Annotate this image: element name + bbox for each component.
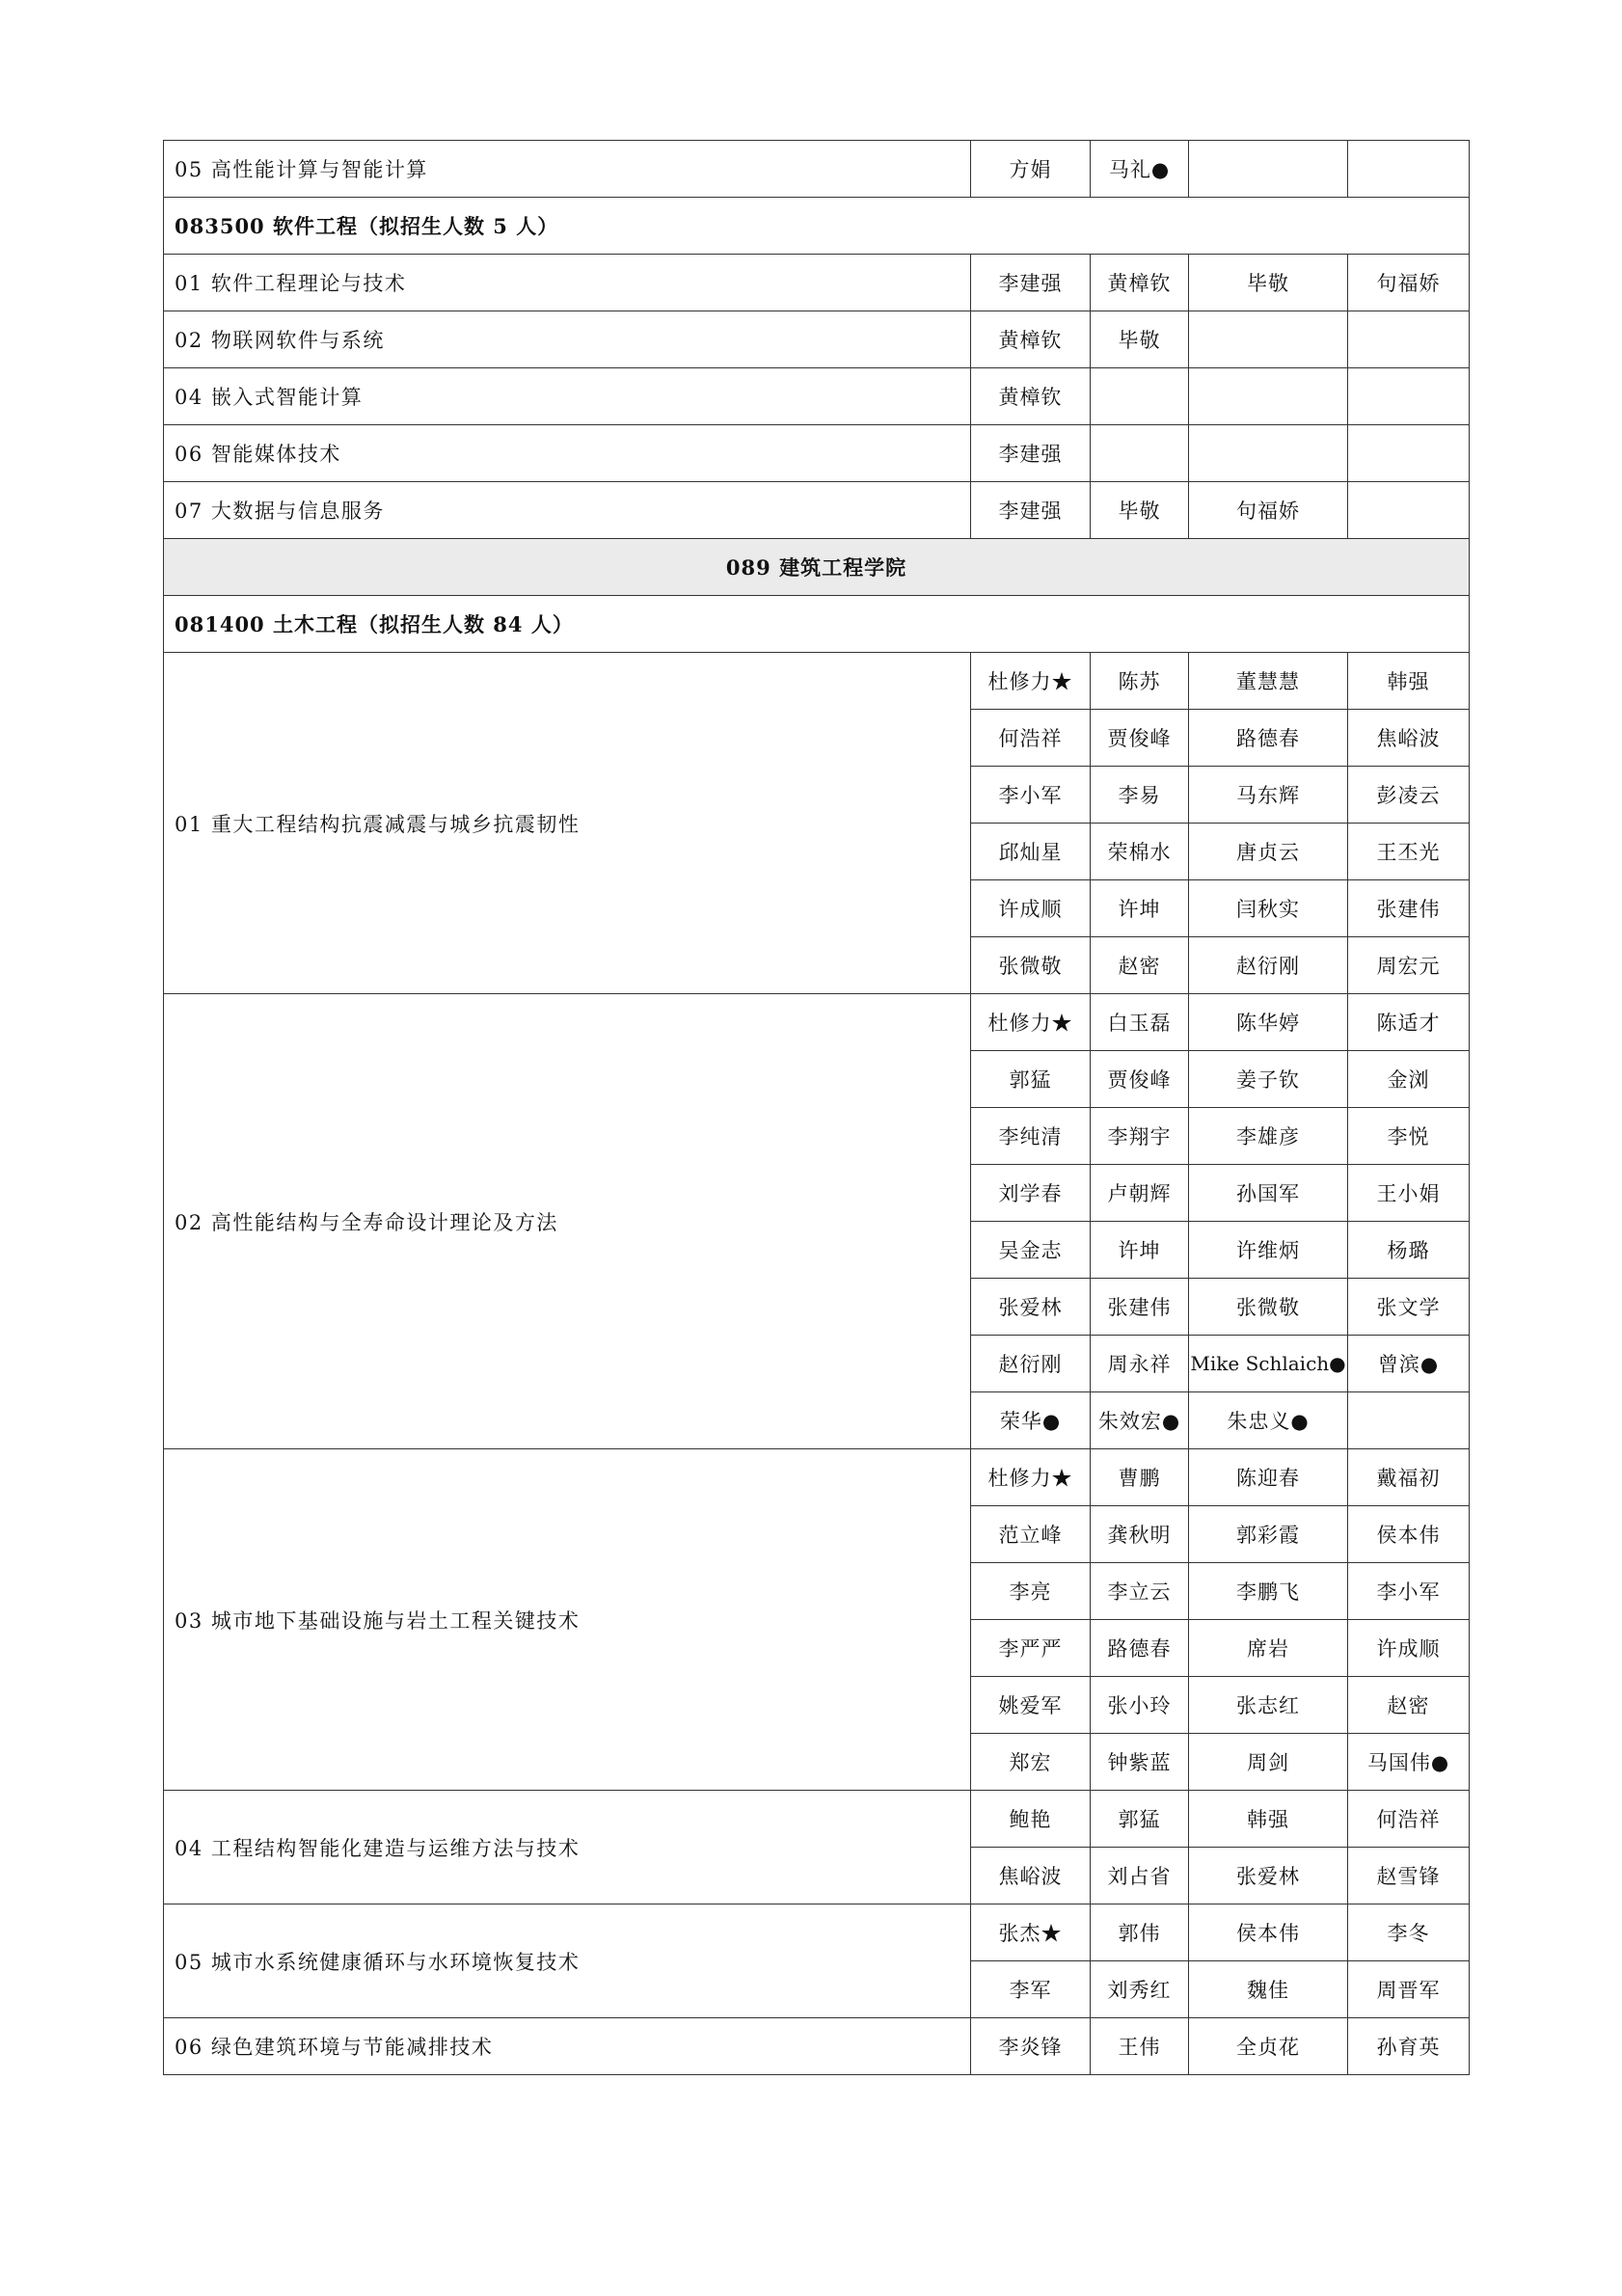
tutor-name-cell: 李雄彦 (1189, 1108, 1348, 1165)
tutor-name-cell: 赵密 (1091, 937, 1189, 994)
tutor-name-cell: 许坤 (1091, 1222, 1189, 1279)
tutor-name-cell: 郭猛 (1091, 1791, 1189, 1848)
tutor-name-cell: 许成顺 (971, 880, 1091, 937)
tutor-name-cell: 李小军 (971, 767, 1091, 824)
research-direction-cell: 06 绿色建筑环境与节能减排技术 (164, 2018, 971, 2075)
table-body (164, 141, 1470, 2075)
tutor-name-cell: 侯本伟 (1348, 1506, 1470, 1563)
research-direction-cell: 07 大数据与信息服务 (164, 482, 971, 539)
tutor-name-cell (1348, 141, 1470, 198)
tutor-name-cell: 戴福初 (1348, 1449, 1470, 1506)
tutor-name-cell: 毕敬 (1091, 482, 1189, 539)
tutor-name-cell: 韩强 (1189, 1791, 1348, 1848)
tutor-name-cell: 许维炳 (1189, 1222, 1348, 1279)
tutor-name-cell: 韩强 (1348, 653, 1470, 710)
tutor-name-cell (1091, 425, 1189, 482)
tutor-name-cell: 彭凌云 (1348, 767, 1470, 824)
tutor-name-cell: 姜子钦 (1189, 1051, 1348, 1108)
tutor-name-cell: 方娟 (971, 141, 1091, 198)
tutor-name-cell: 毕敬 (1091, 311, 1189, 368)
tutor-name-cell: 黄樟钦 (1091, 255, 1189, 311)
tutor-name-cell: 何浩祥 (1348, 1791, 1470, 1848)
tutor-name-cell: 李军 (971, 1961, 1091, 2018)
tutor-name-cell: 荣华● (971, 1392, 1091, 1449)
major-header-row (164, 596, 1470, 653)
tutor-name-cell: 王丕光 (1348, 824, 1470, 880)
tutor-name-cell: 周晋军 (1348, 1961, 1470, 2018)
tutor-name-cell: 赵衍刚 (971, 1336, 1091, 1392)
tutor-name-cell: 赵密 (1348, 1677, 1470, 1734)
tutor-name-cell: 何浩祥 (971, 710, 1091, 767)
tutor-name-cell (1348, 1392, 1470, 1449)
table-row (164, 653, 1470, 710)
tutor-name-cell (1348, 482, 1470, 539)
tutor-name-cell: 李纯清 (971, 1108, 1091, 1165)
tutor-name-cell: 朱忠义● (1189, 1392, 1348, 1449)
tutor-name-cell: 路德春 (1189, 710, 1348, 767)
tutor-name-cell: 孙育英 (1348, 2018, 1470, 2075)
tutor-name-cell: 侯本伟 (1189, 1904, 1348, 1961)
tutor-name-cell: 陈苏 (1091, 653, 1189, 710)
tutor-name-cell: 张微敬 (971, 937, 1091, 994)
tutor-name-cell: 张建伟 (1348, 880, 1470, 937)
tutor-name-cell: 曹鹏 (1091, 1449, 1189, 1506)
tutor-name-cell: 李鹏飞 (1189, 1563, 1348, 1620)
tutor-name-cell: 句福娇 (1348, 255, 1470, 311)
tutor-name-cell: 张小玲 (1091, 1677, 1189, 1734)
tutor-name-cell: 唐贞云 (1189, 824, 1348, 880)
tutor-name-cell: 李建强 (971, 255, 1091, 311)
tutor-name-cell (1189, 368, 1348, 425)
tutor-name-cell (1189, 425, 1348, 482)
tutor-name-cell: 杜修力★ (971, 994, 1091, 1051)
tutor-name-cell: 周剑 (1189, 1734, 1348, 1791)
tutor-name-cell: 周宏元 (1348, 937, 1470, 994)
tutor-name-cell: 全贞花 (1189, 2018, 1348, 2075)
table-row (164, 1904, 1470, 1961)
table-row (164, 2018, 1470, 2075)
research-direction-cell: 04 工程结构智能化建造与运维方法与技术 (164, 1791, 971, 1904)
tutor-name-cell: Mike Schlaich● (1189, 1336, 1348, 1392)
tutor-name-cell: 贾俊峰 (1091, 1051, 1189, 1108)
tutor-name-cell: 李严严 (971, 1620, 1091, 1677)
research-direction-cell: 01 重大工程结构抗震减震与城乡抗震韧性 (164, 653, 971, 994)
tutor-name-cell: 陈华婷 (1189, 994, 1348, 1051)
tutor-name-cell: 龚秋明 (1091, 1506, 1189, 1563)
tutor-name-cell: 杨璐 (1348, 1222, 1470, 1279)
research-direction-cell: 03 城市地下基础设施与岩土工程关键技术 (164, 1449, 971, 1791)
tutor-name-cell: 姚爱军 (971, 1677, 1091, 1734)
tutor-name-cell: 陈适才 (1348, 994, 1470, 1051)
major-title: 083500 软件工程（拟招生人数 5 人） (164, 198, 1470, 255)
college-title: 089 建筑工程学院 (164, 539, 1470, 596)
tutor-name-cell: 李翔宇 (1091, 1108, 1189, 1165)
tutor-name-cell: 杜修力★ (971, 1449, 1091, 1506)
tutor-name-cell: 李冬 (1348, 1904, 1470, 1961)
tutor-name-cell: 李小军 (1348, 1563, 1470, 1620)
tutor-name-cell: 钟紫蓝 (1091, 1734, 1189, 1791)
enrollment-tutor-table (163, 140, 1470, 2075)
tutor-name-cell (1189, 141, 1348, 198)
tutor-name-cell: 郭彩霞 (1189, 1506, 1348, 1563)
research-direction-cell: 05 城市水系统健康循环与水环境恢复技术 (164, 1904, 971, 2018)
tutor-name-cell: 席岩 (1189, 1620, 1348, 1677)
tutor-name-cell: 郑宏 (971, 1734, 1091, 1791)
tutor-name-cell: 赵雪锋 (1348, 1848, 1470, 1904)
tutor-name-cell: 黄樟钦 (971, 311, 1091, 368)
tutor-name-cell: 贾俊峰 (1091, 710, 1189, 767)
tutor-name-cell: 曾滨● (1348, 1336, 1470, 1392)
tutor-name-cell: 李建强 (971, 425, 1091, 482)
tutor-name-cell: 赵衍刚 (1189, 937, 1348, 994)
tutor-name-cell: 马国伟● (1348, 1734, 1470, 1791)
tutor-name-cell: 郭猛 (971, 1051, 1091, 1108)
tutor-name-cell: 闫秋实 (1189, 880, 1348, 937)
tutor-name-cell: 陈迎春 (1189, 1449, 1348, 1506)
tutor-name-cell: 范立峰 (971, 1506, 1091, 1563)
tutor-name-cell (1348, 311, 1470, 368)
table-row (164, 368, 1470, 425)
major-title: 081400 土木工程（拟招生人数 84 人） (164, 596, 1470, 653)
tutor-name-cell: 魏佳 (1189, 1961, 1348, 2018)
tutor-name-cell: 白玉磊 (1091, 994, 1189, 1051)
tutor-name-cell: 李悦 (1348, 1108, 1470, 1165)
tutor-name-cell (1348, 425, 1470, 482)
tutor-name-cell: 李建强 (971, 482, 1091, 539)
tutor-name-cell: 张微敬 (1189, 1279, 1348, 1336)
tutor-name-cell: 句福娇 (1189, 482, 1348, 539)
tutor-name-cell: 许成顺 (1348, 1620, 1470, 1677)
research-direction-cell: 05 高性能计算与智能计算 (164, 141, 971, 198)
tutor-name-cell: 张建伟 (1091, 1279, 1189, 1336)
tutor-name-cell: 董慧慧 (1189, 653, 1348, 710)
tutor-name-cell: 朱效宏● (1091, 1392, 1189, 1449)
tutor-name-cell: 黄樟钦 (971, 368, 1091, 425)
tutor-name-cell: 马礼● (1091, 141, 1189, 198)
table-row (164, 425, 1470, 482)
table-row (164, 994, 1470, 1051)
tutor-name-cell: 张杰★ (971, 1904, 1091, 1961)
major-header-row (164, 198, 1470, 255)
research-direction-cell: 01 软件工程理论与技术 (164, 255, 971, 311)
research-direction-cell: 04 嵌入式智能计算 (164, 368, 971, 425)
tutor-name-cell: 金浏 (1348, 1051, 1470, 1108)
tutor-name-cell: 吴金志 (971, 1222, 1091, 1279)
tutor-name-cell (1091, 368, 1189, 425)
tutor-name-cell: 刘学春 (971, 1165, 1091, 1222)
tutor-name-cell: 张爱林 (1189, 1848, 1348, 1904)
table-row (164, 255, 1470, 311)
table-row (164, 1449, 1470, 1506)
table-row (164, 1791, 1470, 1848)
tutor-name-cell: 张爱林 (971, 1279, 1091, 1336)
tutor-name-cell: 刘占省 (1091, 1848, 1189, 1904)
tutor-name-cell: 周永祥 (1091, 1336, 1189, 1392)
tutor-name-cell: 焦峪波 (971, 1848, 1091, 1904)
tutor-name-cell: 焦峪波 (1348, 710, 1470, 767)
tutor-name-cell (1189, 311, 1348, 368)
tutor-name-cell: 张志红 (1189, 1677, 1348, 1734)
tutor-name-cell: 刘秀红 (1091, 1961, 1189, 2018)
tutor-name-cell: 李立云 (1091, 1563, 1189, 1620)
tutor-name-cell: 郭伟 (1091, 1904, 1189, 1961)
research-direction-cell: 02 高性能结构与全寿命设计理论及方法 (164, 994, 971, 1449)
table-row (164, 141, 1470, 198)
tutor-name-cell: 鲍艳 (971, 1791, 1091, 1848)
tutor-name-cell: 邱灿星 (971, 824, 1091, 880)
tutor-name-cell: 路德春 (1091, 1620, 1189, 1677)
tutor-name-cell: 王伟 (1091, 2018, 1189, 2075)
tutor-name-cell: 孙国军 (1189, 1165, 1348, 1222)
tutor-name-cell: 李炎锋 (971, 2018, 1091, 2075)
college-header-row (164, 539, 1470, 596)
tutor-name-cell: 卢朝辉 (1091, 1165, 1189, 1222)
tutor-name-cell: 李亮 (971, 1563, 1091, 1620)
tutor-name-cell: 李易 (1091, 767, 1189, 824)
research-direction-cell: 02 物联网软件与系统 (164, 311, 971, 368)
tutor-name-cell: 杜修力★ (971, 653, 1091, 710)
table-row (164, 311, 1470, 368)
tutor-name-cell: 荣棉水 (1091, 824, 1189, 880)
table-row (164, 482, 1470, 539)
tutor-name-cell: 王小娟 (1348, 1165, 1470, 1222)
tutor-name-cell: 毕敬 (1189, 255, 1348, 311)
tutor-name-cell: 马东辉 (1189, 767, 1348, 824)
research-direction-cell: 06 智能媒体技术 (164, 425, 971, 482)
tutor-name-cell: 许坤 (1091, 880, 1189, 937)
tutor-name-cell (1348, 368, 1470, 425)
tutor-name-cell: 张文学 (1348, 1279, 1470, 1336)
